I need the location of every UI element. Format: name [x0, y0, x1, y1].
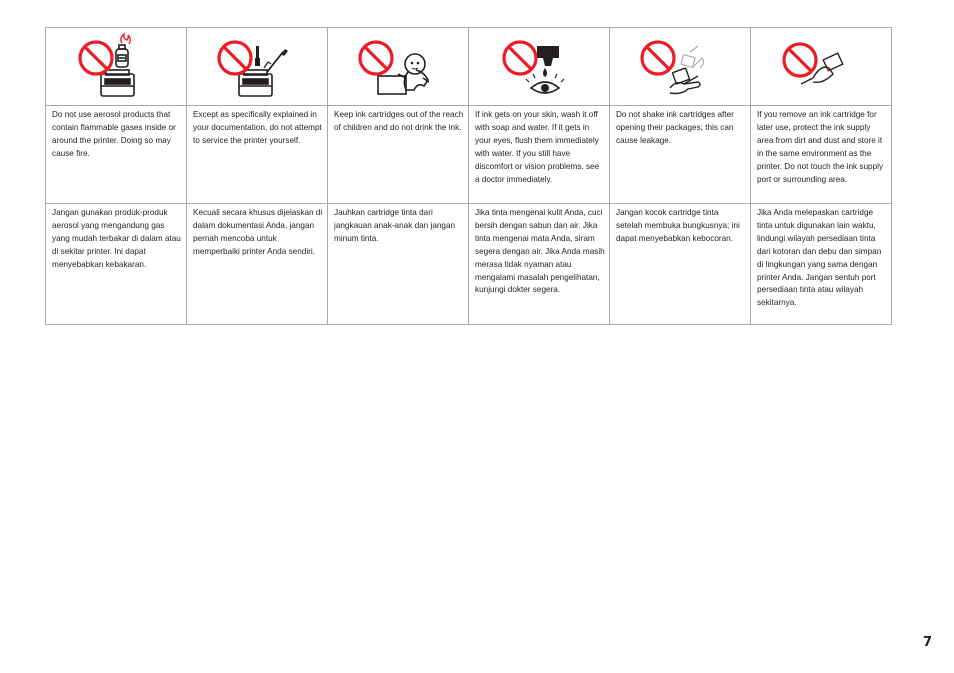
indonesian-warning: Jauhkan cartridge tinta dari jangkauan anak-anak dan jangan minum tinta.: [328, 204, 469, 325]
ink-in-eyes-icon: [489, 28, 589, 104]
english-warning: Keep ink cartridges out of the reach of children and do not drink the ink.: [328, 106, 469, 204]
keep-from-children-icon: [348, 28, 448, 104]
page-number: 7: [922, 635, 932, 650]
icon-cell: [610, 28, 751, 106]
english-warning: Do not shake ink cartridges after opening their packages; this can cause leakage.: [610, 106, 751, 204]
do-not-shake-cartridge-icon: [630, 28, 730, 104]
indonesian-warning: Jika tinta mengenai kulit Anda, cuci bersih dengan sabun dan air. Jika tinta mengenai mata Anda, siram segera dengan air. Jika Anda masih merasa tidak nyaman atau mengalami masalah pengelihatan, kunjungi dokter segera.: [469, 204, 610, 325]
indonesian-warning: Jika Anda melepaskan cartridge tinta untuk digunakan lain waktu, lindungi wilayah persediaan tinta dari kotoran dan debu dan simpan di lingkungan yang sama dengan printer Anda. Jangan sentuh port persediaan tinta atau wilayah sekitarnya.: [751, 204, 892, 325]
icon-cell: [187, 28, 328, 106]
icon-cell: [46, 28, 187, 106]
indonesian-warning: Kecuali secara khusus dijelaskan di dalam dokumentasi Anda, jangan pernah mencoba untuk memperbaiki printer Anda sendiri.: [187, 204, 328, 325]
english-warning: Except as specifically explained in your documentation, do not attempt to service the printer yourself.: [187, 106, 328, 204]
no-servicing-printer-icon: [207, 28, 307, 104]
indonesian-warning: Jangan gunakan produk-produk aerosol yang mengandung gas yang mudah terbakar di dalam atau di sekitar printer. Ini dapat menyebabkan kebakaran.: [46, 204, 187, 325]
icon-row: [46, 28, 892, 106]
indonesian-warning: Jangan kocok cartridge tinta setelah membuka bungkusnya; ini dapat menyebabkan kebocoran.: [610, 204, 751, 325]
no-aerosol-near-printer-icon: [66, 28, 166, 104]
indonesian-text-row: [46, 204, 892, 325]
english-warning: If you remove an ink cartridge for later use, protect the ink supply area from dirt and dust and store it in the same environment as the printer. Do not touch the ink supply port or surrounding area.: [751, 106, 892, 204]
safety-warnings-table: [45, 27, 892, 325]
english-warning: If ink gets on your skin, wash it off with soap and water. If it gets in your eyes, flush them immediately with water. If you still have discomfort or vision problems, see a doctor immediately.: [469, 106, 610, 204]
icon-cell: [751, 28, 892, 106]
protect-removed-cartridge-icon: [771, 28, 871, 104]
english-warning: Do not use aerosol products that contain flammable gases inside or around the printer. Doing so may cause fire.: [46, 106, 187, 204]
icon-cell: [469, 28, 610, 106]
icon-cell: [328, 28, 469, 106]
english-text-row: [46, 106, 892, 204]
